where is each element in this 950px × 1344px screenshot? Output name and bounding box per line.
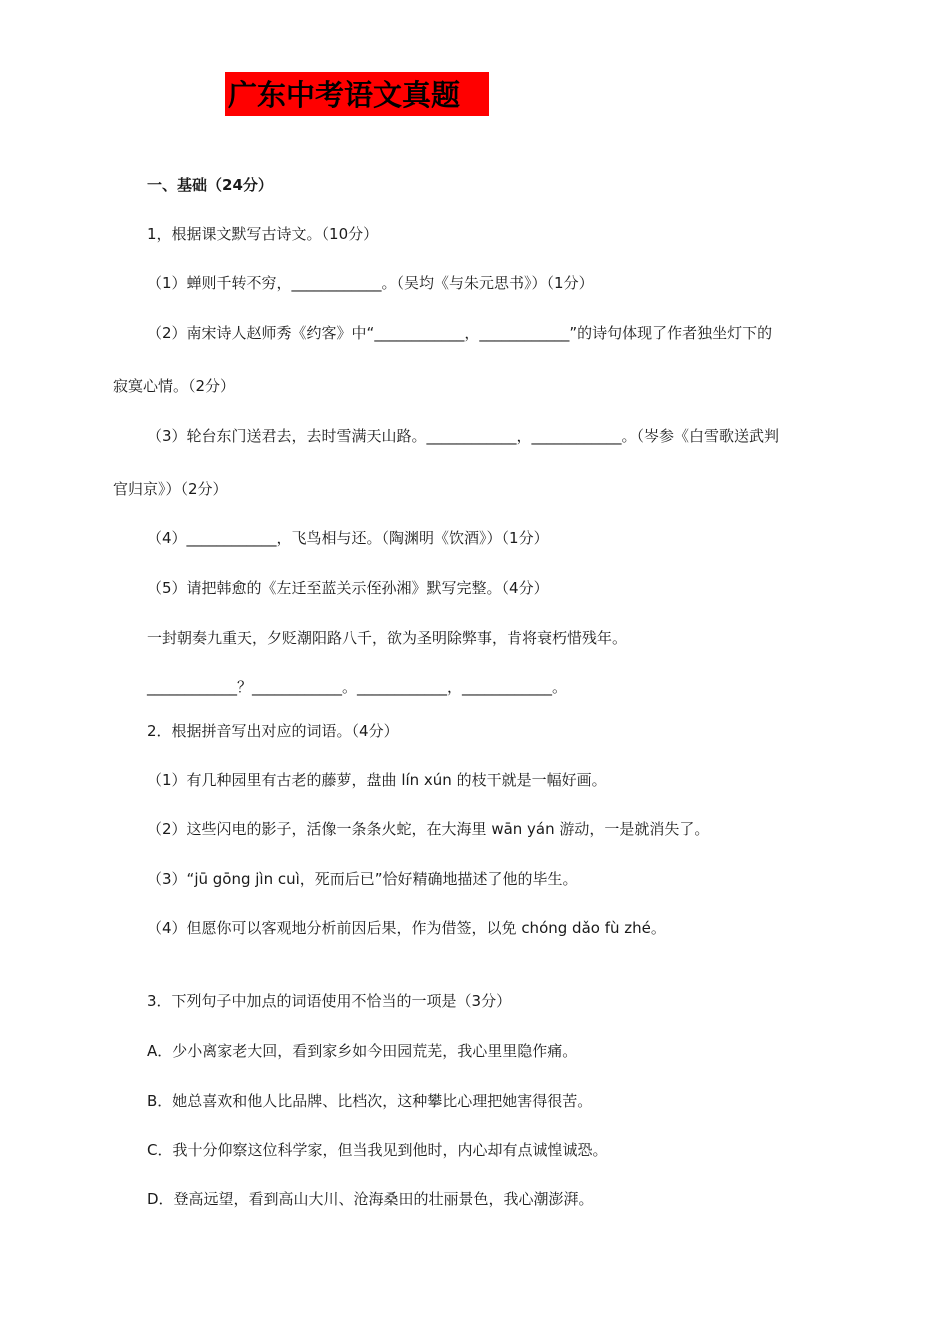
question-2-heading: 2．根据拼音写出对应的词语。（4分）: [147, 722, 399, 740]
option-a: A．少小离家老大回，看到家乡如今田园荒芜，我心里里隐作痛。: [147, 1042, 578, 1060]
option-d: D．登高远望，看到高山大川、沧海桑田的壮丽景色，我心潮澎湃。: [147, 1190, 594, 1208]
option-b: B．她总喜欢和他人比品牌、比档次，这种攀比心理把她害得很苦。: [147, 1092, 593, 1110]
question-3-heading: 3．下列句子中加点的词语使用不恰当的一项是（3分）: [147, 992, 512, 1010]
poem-text: 一封朝奏九重天，夕贬潮阳路八千，欲为圣明除弊事，肯将衰朽惜残年。: [147, 629, 628, 647]
poem-blanks: ____________？____________。____________，____________。: [147, 678, 568, 696]
question-1-2-line1: （2）南宋诗人赵师秀《约客》中“____________，____________”的诗句体现了作者独坐灯下的: [147, 324, 773, 342]
question-2-1: （1）有几种园里有古老的藤萝，盘曲 lín xún 的枝干就是一幅好画。: [147, 771, 607, 789]
question-2-4: （4）但愿你可以客观地分析前因后果，作为借签，以免 chóng dǎo fù zhé。: [147, 919, 666, 937]
question-1-1: （1）蝉则千转不穷，____________。（吴均《与朱元思书》）（1分）: [147, 274, 594, 292]
question-1-3-line1: （3）轮台东门送君去，去时雪满天山路。____________，____________。（岑参《白雪歌送武判: [147, 427, 780, 445]
question-2-2: （2）这些闪电的影子，活像一条条火蛇，在大海里 wān yán 游动，一是就消失了。: [147, 820, 710, 838]
question-1-2-line2: 寂寞心情。（2分）: [113, 377, 236, 395]
question-1-3-line2: 官归京》）（2分）: [113, 480, 228, 498]
document-title: 广东中考语文真题: [228, 78, 461, 112]
option-c: C．我十分仰察这位科学家，但当我见到他时，内心却有点诚惶诚恐。: [147, 1141, 608, 1159]
question-1-4: （4）____________，飞鸟相与还。（陶渊明《饮酒》）（1分）: [147, 529, 549, 547]
question-2-3: （3）“jū gōng jìn cuì，死而后已”恰好精确地描述了他的毕生。: [147, 870, 578, 888]
question-1-5: （5）请把韩愈的《左迁至蓝关示侄孙湘》默写完整。（4分）: [147, 579, 549, 597]
section-heading: 一、基础（24分）: [147, 176, 273, 194]
question-1-heading: 1，根据课文默写古诗文。（10分）: [147, 225, 379, 243]
